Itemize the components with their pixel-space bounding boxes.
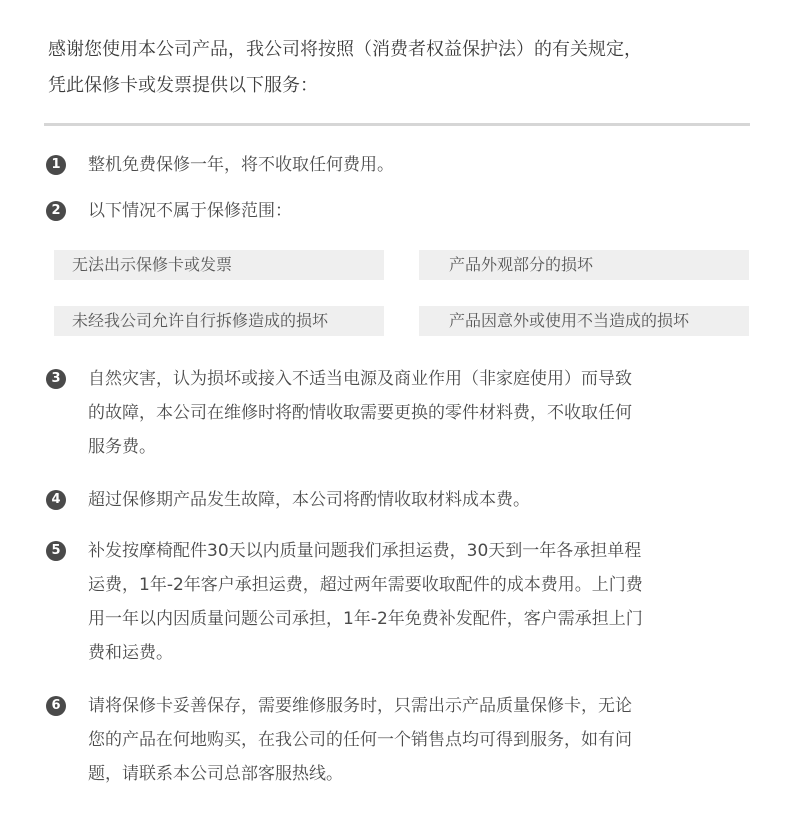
item-line: 服务费。 xyxy=(88,437,156,457)
item-line: 您的产品在何地购买，在我公司的任何一个销售点均可得到服务，如有问 xyxy=(88,730,632,750)
item-text xyxy=(88,362,632,464)
item-line: 的故障，本公司在维修时将酌情收取需要更换的零件材料费，不收取任何 xyxy=(88,403,632,423)
item-text: 超过保修期产品发生故障，本公司将酌情收取材料成本费。 xyxy=(88,490,530,510)
item-line: 请将保修卡妥善保存，需要维修服务时，只需出示产品质量保修卡，无论 xyxy=(88,696,632,716)
item-line: 费和运费。 xyxy=(88,643,173,663)
item-text xyxy=(88,534,643,670)
warranty-item-1 xyxy=(46,148,758,182)
warranty-item-4 xyxy=(46,483,758,517)
warranty-item-2 xyxy=(46,194,758,228)
exclusion-box: 产品因意外或使用不当造成的损坏 xyxy=(419,306,749,336)
number-badge-icon: 3 xyxy=(46,369,66,389)
item-line: 自然灾害，认为损坏或接入不适当电源及商业作用（非家庭使用）而导致 xyxy=(88,369,632,389)
intro-line-1: 感谢您使用本公司产品，我公司将按照（消费者权益保护法）的有关规定， xyxy=(48,39,642,60)
number-badge-icon: 5 xyxy=(46,541,66,561)
item-line: 用一年以内因质量问题公司承担，1年-2年免费补发配件，客户需承担上门 xyxy=(88,609,643,629)
warranty-item-5 xyxy=(46,534,758,670)
item-text: 整机免费保修一年，将不收取任何费用。 xyxy=(88,155,394,175)
intro-line-2: 凭此保修卡或发票提供以下服务： xyxy=(48,75,318,96)
warranty-item-3 xyxy=(46,362,758,464)
number-badge-icon: 1 xyxy=(46,155,66,175)
item-line: 补发按摩椅配件30天以内质量问题我们承担运费，30天到一年各承担单程 xyxy=(88,541,642,561)
warranty-item-6 xyxy=(46,689,758,791)
divider xyxy=(44,123,750,126)
exclusion-box: 产品外观部分的损坏 xyxy=(419,250,749,280)
item-line: 题，请联系本公司总部客服热线。 xyxy=(88,764,343,784)
number-badge-icon: 4 xyxy=(46,490,66,510)
item-text: 以下情况不属于保修范围： xyxy=(88,201,292,221)
number-badge-icon: 6 xyxy=(46,696,66,716)
item-line: 运费，1年-2年客户承担运费，超过两年需要收取配件的成本费用。上门费 xyxy=(88,575,643,595)
exclusion-box: 无法出示保修卡或发票 xyxy=(54,250,384,280)
intro-paragraph xyxy=(48,32,748,104)
item-text xyxy=(88,689,632,791)
number-badge-icon: 2 xyxy=(46,201,66,221)
exclusion-box: 未经我公司允许自行拆修造成的损坏 xyxy=(54,306,384,336)
